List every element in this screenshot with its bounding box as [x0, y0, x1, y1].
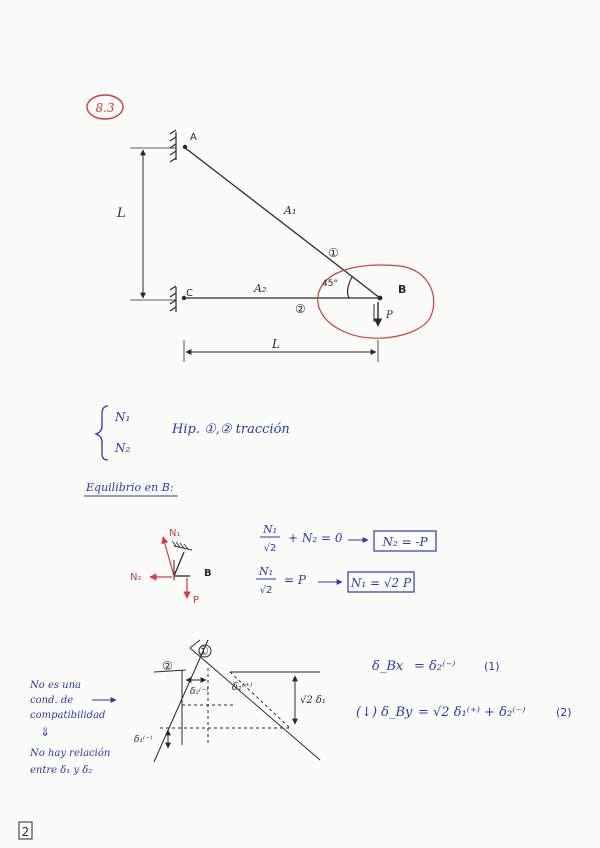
truss-figure — [130, 130, 380, 362]
label-bar1-num: ① — [328, 246, 339, 260]
comp-d1: δ₁⁽⁺⁾ — [232, 682, 253, 693]
label-bar2: A₂ — [254, 282, 267, 295]
comp-bar1-num: ① — [198, 644, 209, 658]
label-b: B — [398, 283, 407, 296]
free-body-diagram — [150, 537, 192, 598]
comp-eq2-rhs: = √2 δ₁⁽⁺⁾ + δ₂⁽⁻⁾ — [418, 705, 526, 720]
comp-eq1-num: (1) — [484, 660, 500, 673]
label-horizontal-l: L — [272, 337, 280, 351]
eq2-num: N₁ — [258, 565, 274, 578]
equilibrium-title: Equilibrio en B: — [86, 481, 174, 494]
fbd-b: B — [204, 568, 212, 579]
comp-eq1-rhs: = δ₂⁽⁻⁾ — [414, 659, 456, 674]
label-vertical-l: L — [117, 206, 126, 221]
comp-bar2-num: ② — [162, 659, 173, 673]
fbd-n2: N₂ — [130, 572, 142, 583]
label-bar2-num: ② — [295, 302, 306, 316]
label-angle: 45° — [322, 279, 338, 289]
note-line-2: cond. de — [30, 695, 74, 706]
note-line-4: ⇓ — [40, 725, 51, 739]
note-line-3: compatibilidad — [30, 710, 106, 721]
bar-1 — [184, 147, 380, 298]
note-line-6: entre δ₁ y δ₂ — [30, 765, 93, 776]
eq1-den: √2 — [263, 543, 277, 554]
problem-number: 8.3 — [95, 101, 115, 115]
label-load-p: P — [386, 310, 393, 321]
label-bar1: A₁ — [284, 204, 297, 217]
compatibility-diagram — [154, 640, 320, 762]
eq2-den: √2 — [259, 585, 273, 596]
note-line-1: No es una — [30, 680, 82, 691]
comp-sqrt2d1: √2 δ₁ — [300, 695, 326, 706]
fbd-n1: N₁ — [169, 528, 181, 539]
hypothesis: Hip. ①,② tracción — [172, 422, 290, 437]
eq1-result: N₂ = -P — [382, 535, 428, 549]
comp-d2: δ₂⁽⁻⁾ — [190, 687, 209, 697]
eq2-rest: = P — [284, 573, 306, 587]
comp-eq2-lhs: (↓) δ_By — [356, 705, 413, 720]
node-b-highlight — [318, 265, 434, 338]
comp-eq2-num: (2) — [556, 706, 572, 719]
unknown-n2: N₂ — [115, 441, 131, 455]
comp-eq1-lhs: δ_Bx — [372, 659, 404, 674]
eq2-result: N₁ = √2 P — [350, 576, 412, 590]
note-line-5: No hay relación — [30, 748, 111, 759]
unknowns-brace — [96, 406, 108, 460]
eq1-rest: + N₂ = 0 — [288, 531, 343, 545]
comp-d1-vertical: δ₁⁽⁻⁾ — [134, 735, 153, 745]
eq1-num: N₁ — [262, 523, 278, 536]
unknown-n1: N₁ — [115, 410, 131, 424]
page-number: 2 — [21, 825, 30, 839]
label-c: C — [186, 288, 193, 299]
label-a: A — [190, 132, 197, 143]
fbd-p: P — [193, 595, 200, 606]
